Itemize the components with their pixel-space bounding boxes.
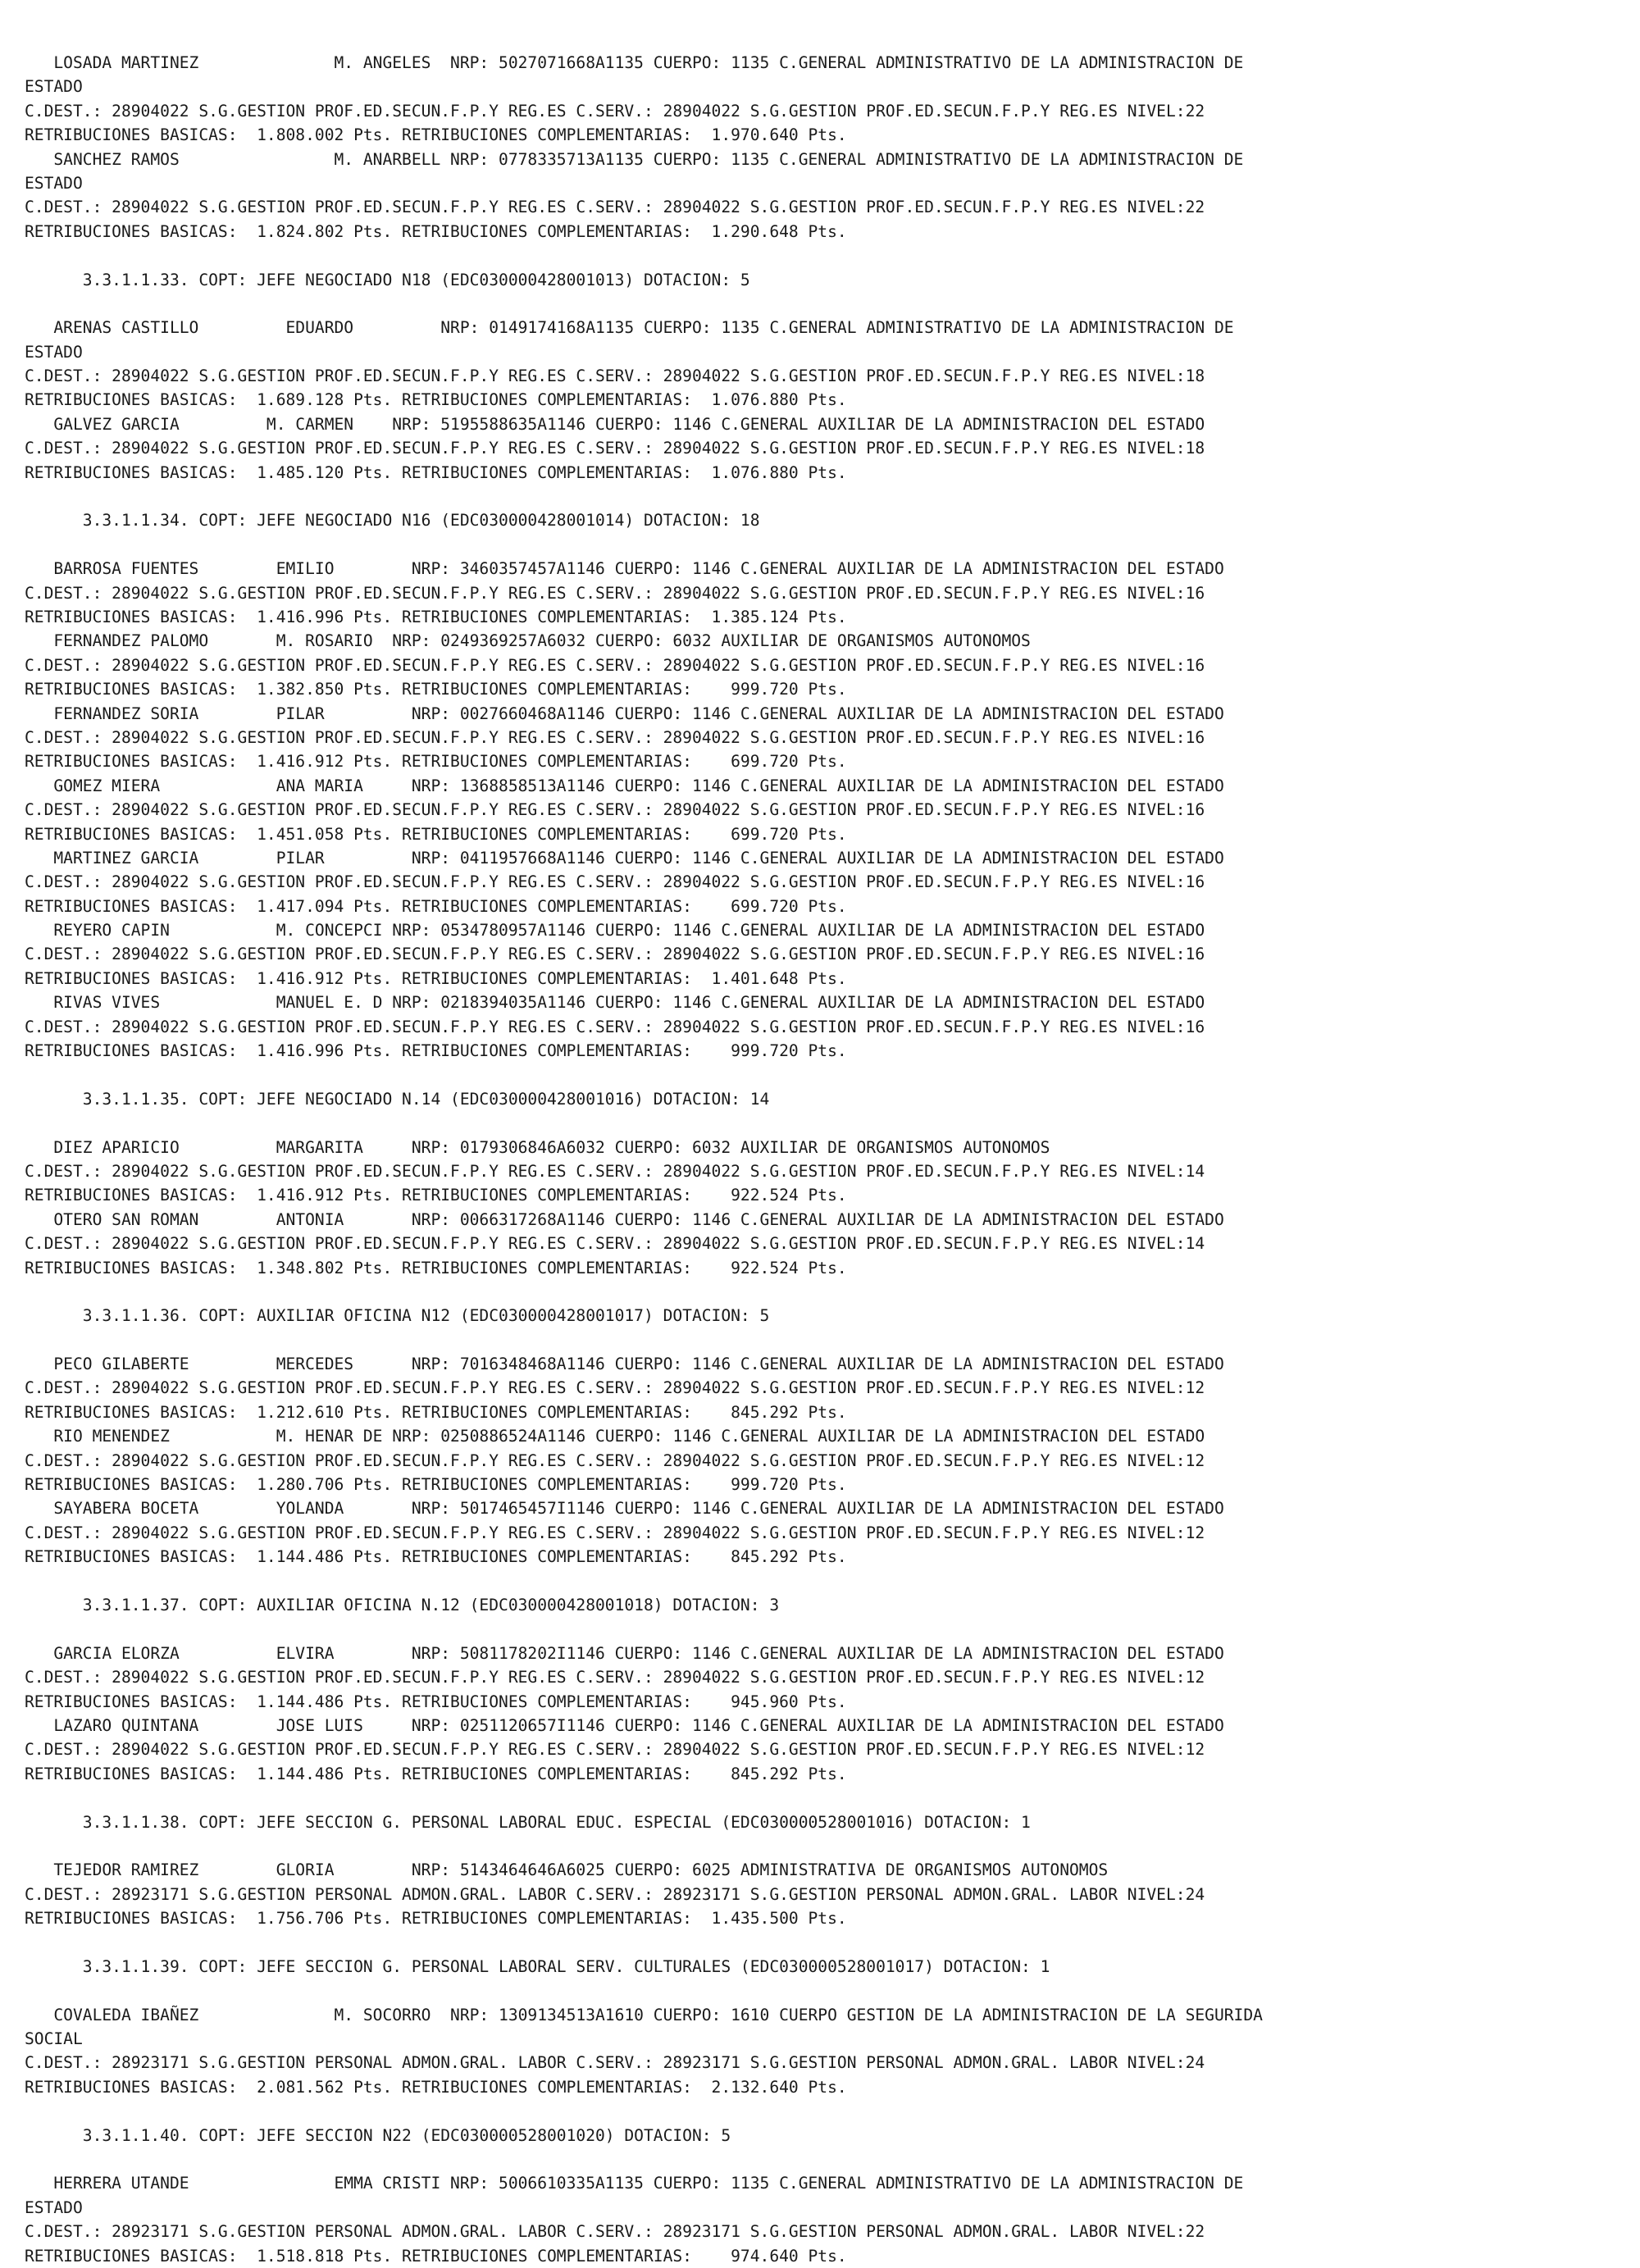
record-line: ESTADO — [25, 173, 83, 193]
section-heading: 3.3.1.1.40. COPT: JEFE SECCION N22 (EDC030000528001020) DOTACION: 5 — [25, 2125, 731, 2145]
record-line: RETRIBUCIONES BASICAS: 1.144.486 Pts. RETRIBUCIONES COMPLEMENTARIAS: 945.960 Pts. — [25, 1692, 847, 1711]
record-line: RETRIBUCIONES BASICAS: 1.416.912 Pts. RETRIBUCIONES COMPLEMENTARIAS: 1.401.648 Pts. — [25, 968, 847, 988]
record-line: RETRIBUCIONES BASICAS: 1.417.094 Pts. RETRIBUCIONES COMPLEMENTARIAS: 699.720 Pts. — [25, 896, 847, 916]
record-line: C.DEST.: 28904022 S.G.GESTION PROF.ED.SECUN.F.P.Y REG.ES C.SERV.: 28904022 S.G.GESTION PROF.ED.SECUN.F.P.Y REG.ES NIVEL:14 — [25, 1234, 1205, 1254]
record-line: SOCIAL — [25, 2029, 83, 2049]
record-line: C.DEST.: 28904022 S.G.GESTION PROF.ED.SECUN.F.P.Y REG.ES C.SERV.: 28904022 S.G.GESTION PROF.ED.SECUN.F.P.Y REG.ES NIVEL:12 — [25, 1378, 1205, 1398]
record-line: RETRIBUCIONES BASICAS: 1.144.486 Pts. RETRIBUCIONES COMPLEMENTARIAS: 845.292 Pts. — [25, 1764, 847, 1783]
employee-record — [25, 2171, 1640, 2268]
record-line: RETRIBUCIONES BASICAS: 2.081.562 Pts. RETRIBUCIONES COMPLEMENTARIAS: 2.132.640 Pts. — [25, 2077, 847, 2097]
employee-record — [25, 1496, 1640, 1569]
employee-record — [25, 1352, 1640, 1424]
record-line: RETRIBUCIONES BASICAS: 1.416.912 Pts. RETRIBUCIONES COMPLEMENTARIAS: 922.524 Pts. — [25, 1186, 847, 1205]
employee-record — [25, 557, 1640, 629]
record-line: C.DEST.: 28904022 S.G.GESTION PROF.ED.SECUN.F.P.Y REG.ES C.SERV.: 28904022 S.G.GESTION PROF.ED.SECUN.F.P.Y REG.ES NIVEL:16 — [25, 583, 1205, 603]
employee-record — [25, 412, 1640, 485]
record-line: LAZARO QUINTANA JOSE LUIS NRP: 0251120657I1146 CUERPO: 1146 C.GENERAL AUXILIAR DE LA ADMINISTRACION DEL ESTADO — [25, 1715, 1224, 1735]
record-line: FERNANDEZ PALOMO M. ROSARIO NRP: 0249369257A6032 CUERPO: 6032 AUXILIAR DE ORGANISMOS AUTONOMOS — [25, 631, 1031, 651]
section-heading: 3.3.1.1.39. COPT: JEFE SECCION G. PERSONAL LABORAL SERV. CULTURALES (EDC030000528001017) DOTACION: 1 — [25, 1956, 1050, 1976]
record-line: C.DEST.: 28904022 S.G.GESTION PROF.ED.SECUN.F.P.Y REG.ES C.SERV.: 28904022 S.G.GESTION PROF.ED.SECUN.F.P.Y REG.ES NIVEL:12 — [25, 1740, 1205, 1760]
employee-record — [25, 1714, 1640, 1786]
record-line: LOSADA MARTINEZ M. ANGELES NRP: 5027071668A1135 CUERPO: 1135 C.GENERAL ADMINISTRATIVO DE LA ADMINISTRACION DE — [25, 53, 1244, 72]
record-line: MARTINEZ GARCIA PILAR NRP: 0411957668A1146 CUERPO: 1146 C.GENERAL AUXILIAR DE LA ADMINISTRACION DEL ESTADO — [25, 848, 1224, 868]
record-line: C.DEST.: 28904022 S.G.GESTION PROF.ED.SECUN.F.P.Y REG.ES C.SERV.: 28904022 S.G.GESTION PROF.ED.SECUN.F.P.Y REG.ES NIVEL:18 — [25, 439, 1205, 458]
record-line: C.DEST.: 28904022 S.G.GESTION PROF.ED.SECUN.F.P.Y REG.ES C.SERV.: 28904022 S.G.GESTION PROF.ED.SECUN.F.P.Y REG.ES NIVEL:16 — [25, 872, 1205, 892]
record-line: RETRIBUCIONES BASICAS: 1.212.610 Pts. RETRIBUCIONES COMPLEMENTARIAS: 845.292 Pts. — [25, 1402, 847, 1422]
record-line: C.DEST.: 28904022 S.G.GESTION PROF.ED.SECUN.F.P.Y REG.ES C.SERV.: 28904022 S.G.GESTION PROF.ED.SECUN.F.P.Y REG.ES NIVEL:16 — [25, 1017, 1205, 1036]
record-line: C.DEST.: 28904022 S.G.GESTION PROF.ED.SECUN.F.P.Y REG.ES C.SERV.: 28904022 S.G.GESTION PROF.ED.SECUN.F.P.Y REG.ES NIVEL:16 — [25, 655, 1205, 675]
record-line: PECO GILABERTE MERCEDES NRP: 7016348468A1146 CUERPO: 1146 C.GENERAL AUXILIAR DE LA ADMINISTRACION DEL ESTADO — [25, 1355, 1224, 1374]
employee-record — [25, 316, 1640, 412]
record-line: RETRIBUCIONES BASICAS: 1.416.912 Pts. RETRIBUCIONES COMPLEMENTARIAS: 699.720 Pts. — [25, 752, 847, 772]
record-line: GOMEZ MIERA ANA MARIA NRP: 1368858513A1146 CUERPO: 1146 C.GENERAL AUXILIAR DE LA ADMINISTRACION DEL ESTADO — [25, 776, 1224, 795]
record-line: C.DEST.: 28904022 S.G.GESTION PROF.ED.SECUN.F.P.Y REG.ES C.SERV.: 28904022 S.G.GESTION PROF.ED.SECUN.F.P.Y REG.ES NIVEL:14 — [25, 1161, 1205, 1181]
employee-record — [25, 774, 1640, 846]
record-line: TEJEDOR RAMIREZ GLORIA NRP: 5143464646A6025 CUERPO: 6025 ADMINISTRATIVA DE ORGANISMOS AUTONOMOS — [25, 1860, 1109, 1880]
record-line: GARCIA ELORZA ELVIRA NRP: 5081178202I1146 CUERPO: 1146 C.GENERAL AUXILIAR DE LA ADMINISTRACION DEL ESTADO — [25, 1643, 1224, 1663]
employee-record — [25, 629, 1640, 701]
record-line: FERNANDEZ SORIA PILAR NRP: 0027660468A1146 CUERPO: 1146 C.GENERAL AUXILIAR DE LA ADMINISTRACION DEL ESTADO — [25, 704, 1224, 723]
record-line: C.DEST.: 28904022 S.G.GESTION PROF.ED.SECUN.F.P.Y REG.ES C.SERV.: 28904022 S.G.GESTION PROF.ED.SECUN.F.P.Y REG.ES NIVEL:22 — [25, 101, 1205, 121]
record-line: RIO MENENDEZ M. HENAR DE NRP: 0250886524A1146 CUERPO: 1146 C.GENERAL AUXILIAR DE LA ADMINISTRACION DEL ESTADO — [25, 1427, 1205, 1446]
record-line: RETRIBUCIONES BASICAS: 1.756.706 Pts. RETRIBUCIONES COMPLEMENTARIAS: 1.435.500 Pts. — [25, 1909, 847, 1929]
record-line: HERRERA UTANDE EMMA CRISTI NRP: 5006610335A1135 CUERPO: 1135 C.GENERAL ADMINISTRATIVO DE LA ADMINISTRACION DE — [25, 2174, 1244, 2193]
section-heading: 3.3.1.1.38. COPT: JEFE SECCION G. PERSONAL LABORAL EDUC. ESPECIAL (EDC030000528001016) DOTACION: 1 — [25, 1812, 1031, 1832]
record-line: DIEZ APARICIO MARGARITA NRP: 0179306846A6032 CUERPO: 6032 AUXILIAR DE ORGANISMOS AUTONOMOS — [25, 1137, 1050, 1157]
record-line: C.DEST.: 28904022 S.G.GESTION PROF.ED.SECUN.F.P.Y REG.ES C.SERV.: 28904022 S.G.GESTION PROF.ED.SECUN.F.P.Y REG.ES NIVEL:16 — [25, 945, 1205, 964]
record-line: COVALEDA IBAÑEZ M. SOCORRO NRP: 1309134513A1610 CUERPO: 1610 CUERPO GESTION DE LA ADMINISTRACION DE LA SEGURIDA — [25, 2005, 1263, 2024]
employee-record — [25, 148, 1640, 244]
section-heading: 3.3.1.1.37. COPT: AUXILIAR OFICINA N.12 (EDC030000428001018) DOTACION: 3 — [25, 1596, 780, 1614]
record-line: RETRIBUCIONES BASICAS: 1.348.802 Pts. RETRIBUCIONES COMPLEMENTARIAS: 922.524 Pts. — [25, 1258, 847, 1277]
record-line: RETRIBUCIONES BASICAS: 1.824.802 Pts. RETRIBUCIONES COMPLEMENTARIAS: 1.290.648 Pts. — [25, 221, 847, 241]
record-line: RETRIBUCIONES BASICAS: 1.416.996 Pts. RETRIBUCIONES COMPLEMENTARIAS: 1.385.124 Pts. — [25, 607, 847, 626]
record-line: C.DEST.: 28904022 S.G.GESTION PROF.ED.SECUN.F.P.Y REG.ES C.SERV.: 28904022 S.G.GESTION PROF.ED.SECUN.F.P.Y REG.ES NIVEL:12 — [25, 1451, 1205, 1470]
employee-record — [25, 1858, 1640, 1930]
record-line: C.DEST.: 28923171 S.G.GESTION PERSONAL ADMON.GRAL. LABOR C.SERV.: 28923171 S.G.GESTION PERSONAL ADMON.GRAL. LABOR NIVEL:24 — [25, 1884, 1205, 1904]
employee-record — [25, 51, 1640, 148]
section-heading: 3.3.1.1.35. COPT: JEFE NEGOCIADO N.14 (EDC030000428001016) DOTACION: 14 — [25, 1089, 770, 1109]
record-line: ESTADO — [25, 77, 83, 97]
record-line: RETRIBUCIONES BASICAS: 1.451.058 Pts. RETRIBUCIONES COMPLEMENTARIAS: 699.720 Pts. — [25, 824, 847, 844]
record-line: RIVAS VIVES MANUEL E. D NRP: 0218394035A1146 CUERPO: 1146 C.GENERAL AUXILIAR DE LA ADMINISTRACION DEL ESTADO — [25, 993, 1205, 1013]
record-line: RETRIBUCIONES BASICAS: 1.280.706 Pts. RETRIBUCIONES COMPLEMENTARIAS: 999.720 Pts. — [25, 1475, 847, 1495]
record-line: RETRIBUCIONES BASICAS: 1.416.996 Pts. RETRIBUCIONES COMPLEMENTARIAS: 999.720 Pts. — [25, 1041, 847, 1061]
record-line: ESTADO — [25, 342, 83, 362]
record-line: RETRIBUCIONES BASICAS: 1.382.850 Pts. RETRIBUCIONES COMPLEMENTARIAS: 999.720 Pts. — [25, 680, 847, 699]
record-line: C.DEST.: 28923171 S.G.GESTION PERSONAL ADMON.GRAL. LABOR C.SERV.: 28923171 S.G.GESTION PERSONAL ADMON.GRAL. LABOR NIVEL:22 — [25, 2222, 1205, 2242]
record-line: ARENAS CASTILLO EDUARDO NRP: 0149174168A1135 CUERPO: 1135 C.GENERAL ADMINISTRATIVO DE LA ADMINISTRACION DE — [25, 318, 1234, 338]
record-line: OTERO SAN ROMAN ANTONIA NRP: 0066317268A1146 CUERPO: 1146 C.GENERAL AUXILIAR DE LA ADMINISTRACION DEL ESTADO — [25, 1209, 1224, 1229]
record-line: RETRIBUCIONES BASICAS: 1.485.120 Pts. RETRIBUCIONES COMPLEMENTARIAS: 1.076.880 Pts. — [25, 462, 847, 482]
record-line: RETRIBUCIONES BASICAS: 1.144.486 Pts. RETRIBUCIONES COMPLEMENTARIAS: 845.292 Pts. — [25, 1547, 847, 1567]
record-line: BARROSA FUENTES EMILIO NRP: 3460357457A1146 CUERPO: 1146 C.GENERAL AUXILIAR DE LA ADMINISTRACION DEL ESTADO — [25, 559, 1224, 579]
record-line: RETRIBUCIONES BASICAS: 1.689.128 Pts. RETRIBUCIONES COMPLEMENTARIAS: 1.076.880 Pts. — [25, 390, 847, 410]
record-line: C.DEST.: 28904022 S.G.GESTION PROF.ED.SECUN.F.P.Y REG.ES C.SERV.: 28904022 S.G.GESTION PROF.ED.SECUN.F.P.Y REG.ES NIVEL:16 — [25, 727, 1205, 747]
employee-record — [25, 702, 1640, 774]
section-heading: 3.3.1.1.33. COPT: JEFE NEGOCIADO N18 (EDC030000428001013) DOTACION: 5 — [25, 270, 750, 289]
record-line: C.DEST.: 28904022 S.G.GESTION PROF.ED.SECUN.F.P.Y REG.ES C.SERV.: 28904022 S.G.GESTION PROF.ED.SECUN.F.P.Y REG.ES NIVEL:12 — [25, 1523, 1205, 1542]
record-line: SAYABERA BOCETA YOLANDA NRP: 5017465457I1146 CUERPO: 1146 C.GENERAL AUXILIAR DE LA ADMINISTRACION DEL ESTADO — [25, 1499, 1224, 1519]
section-heading: 3.3.1.1.34. COPT: JEFE NEGOCIADO N16 (EDC030000428001014) DOTACION: 18 — [25, 511, 760, 531]
record-line: C.DEST.: 28904022 S.G.GESTION PROF.ED.SECUN.F.P.Y REG.ES C.SERV.: 28904022 S.G.GESTION PROF.ED.SECUN.F.P.Y REG.ES NIVEL:22 — [25, 198, 1205, 217]
employee-record — [25, 2003, 1640, 2100]
record-line: C.DEST.: 28904022 S.G.GESTION PROF.ED.SECUN.F.P.Y REG.ES C.SERV.: 28904022 S.G.GESTION PROF.ED.SECUN.F.P.Y REG.ES NIVEL:16 — [25, 800, 1205, 820]
record-line: C.DEST.: 28923171 S.G.GESTION PERSONAL ADMON.GRAL. LABOR C.SERV.: 28923171 S.G.GESTION PERSONAL ADMON.GRAL. LABOR NIVEL:24 — [25, 2053, 1205, 2073]
record-line: RETRIBUCIONES BASICAS: 1.808.002 Pts. RETRIBUCIONES COMPLEMENTARIAS: 1.970.640 Pts. — [25, 125, 847, 145]
record-line: GALVEZ GARCIA M. CARMEN NRP: 5195588635A1146 CUERPO: 1146 C.GENERAL AUXILIAR DE LA ADMINISTRACION DEL ESTADO — [25, 414, 1205, 434]
employee-record — [25, 846, 1640, 918]
record-line: C.DEST.: 28904022 S.G.GESTION PROF.ED.SECUN.F.P.Y REG.ES C.SERV.: 28904022 S.G.GESTION PROF.ED.SECUN.F.P.Y REG.ES NIVEL:12 — [25, 1668, 1205, 1687]
record-line: ESTADO — [25, 2197, 83, 2217]
employee-record — [25, 918, 1640, 991]
record-line: C.DEST.: 28904022 S.G.GESTION PROF.ED.SECUN.F.P.Y REG.ES C.SERV.: 28904022 S.G.GESTION PROF.ED.SECUN.F.P.Y REG.ES NIVEL:18 — [25, 367, 1205, 386]
employee-record — [25, 1642, 1640, 1714]
employee-record — [25, 1208, 1640, 1280]
employee-record — [25, 1424, 1640, 1496]
employee-record — [25, 1136, 1640, 1208]
record-line: SANCHEZ RAMOS M. ANARBELL NRP: 0778335713A1135 CUERPO: 1135 C.GENERAL ADMINISTRATIVO DE LA ADMINISTRACION DE — [25, 149, 1244, 169]
record-line: RETRIBUCIONES BASICAS: 1.518.818 Pts. RETRIBUCIONES COMPLEMENTARIAS: 974.640 Pts. — [25, 2246, 847, 2266]
record-line: REYERO CAPIN M. CONCEPCI NRP: 0534780957A1146 CUERPO: 1146 C.GENERAL AUXILIAR DE LA ADMINISTRACION DEL ESTADO — [25, 921, 1205, 940]
employee-record — [25, 991, 1640, 1063]
section-heading: 3.3.1.1.36. COPT: AUXILIAR OFICINA N12 (EDC030000428001017) DOTACION: 5 — [25, 1306, 770, 1326]
